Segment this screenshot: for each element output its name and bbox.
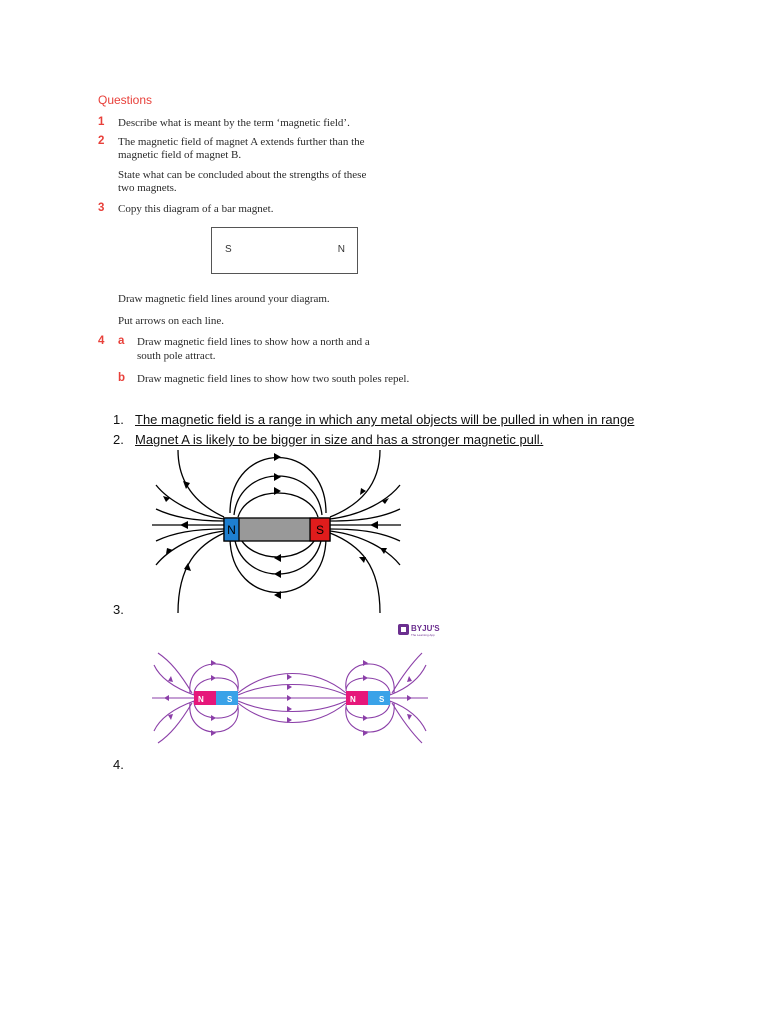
left-magnet-n-label: N (198, 695, 204, 704)
right-magnet-n-label: N (350, 695, 356, 704)
questions-heading: Questions (98, 93, 153, 107)
question-4b-letter: b (118, 372, 126, 384)
bar-magnet-box (211, 227, 358, 274)
answer-2-text: Magnet A is likely to be bigger in size and has a stronger magnetic pull. (135, 432, 544, 447)
question-4b-text: Draw magnetic field lines to show how two south poles repel. (137, 373, 410, 385)
question-4a-line-2: south pole attract. (137, 350, 216, 362)
question-4a-letter: a (118, 335, 125, 347)
question-2-extra-2: two magnets. (118, 182, 177, 194)
svg-text:The Learning App: The Learning App (411, 633, 435, 637)
answer-1-text: The magnetic field is a range in which any metal objects will be pulled in when in range (135, 412, 635, 427)
bar-magnet-field-diagram (148, 445, 408, 617)
answer-4-number: 4. (113, 757, 124, 772)
question-3-text: Copy this diagram of a bar magnet. (118, 203, 274, 215)
south-pole-label: S (315, 523, 325, 537)
question-4a-line-1: Draw magnetic field lines to show how a north and a (137, 336, 370, 348)
question-2-number: 2 (98, 135, 105, 147)
question-3-number: 3 (98, 202, 105, 214)
question-1-text: Describe what is meant by the term ‘magnetic field’. (118, 117, 350, 129)
bar-magnet-right-label: N (337, 244, 345, 255)
answer-3-number: 3. (113, 602, 124, 617)
answer-1-number: 1. (113, 412, 124, 427)
question-2-line-1: The magnetic field of magnet A extends further than the (118, 136, 365, 148)
question-1-number: 1 (98, 116, 105, 128)
right-magnet-s-label: S (379, 695, 385, 704)
north-pole-label: N (227, 523, 236, 537)
question-4-number: 4 (98, 335, 105, 347)
question-2-line-2: magnetic field of magnet B. (118, 149, 242, 161)
question-3-extra-1: Draw magnetic field lines around your diagram. (118, 293, 330, 305)
two-magnets-field-diagram (150, 643, 430, 748)
svg-text:BYJU'S: BYJU'S (411, 624, 440, 633)
question-2-extra-1: State what can be concluded about the strengths of these (118, 169, 367, 181)
byjus-logo (398, 623, 444, 637)
answer-2-number: 2. (113, 432, 124, 447)
left-magnet-s-label: S (227, 695, 233, 704)
question-3-extra-2: Put arrows on each line. (118, 315, 224, 327)
bar-magnet-left-label: S (225, 244, 232, 255)
